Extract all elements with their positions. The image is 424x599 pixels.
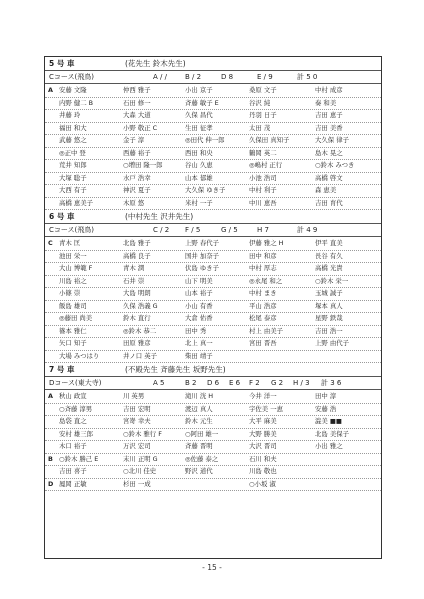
student-name: ○小坂 淑	[249, 479, 276, 488]
student-name: 中村 厚志	[249, 264, 277, 272]
student-name: 飯島 雄司	[59, 301, 87, 310]
student-row	[45, 197, 381, 211]
student-name: 大久保 ゆき子	[185, 186, 226, 194]
seat-group: B / 2	[185, 73, 202, 81]
student-name: 大塚 聡子	[59, 173, 87, 182]
student-row	[45, 465, 381, 479]
seat-group: E / 9	[257, 73, 273, 81]
student-name: 高橋 啓文	[315, 173, 343, 182]
student-name: 安藤 文隆	[59, 86, 87, 94]
course-header	[45, 224, 381, 237]
student-name: 吉田 育代	[315, 198, 343, 207]
student-name: 青木 潤	[123, 264, 145, 272]
student-name: ○斉藤 淳男	[59, 404, 93, 413]
seat-group: D 8	[221, 73, 234, 81]
student-name: 山本 郁雄	[185, 173, 213, 182]
student-name: 吉田 恵子	[315, 111, 343, 119]
seat-group: A 5	[153, 379, 165, 387]
student-row	[45, 415, 381, 429]
student-name: ◎正中 登	[59, 148, 86, 157]
student-name: 宮田 晋吾	[249, 339, 277, 347]
student-name: ○阿田 雄一	[185, 429, 219, 438]
student-name: 山下 明美	[185, 276, 213, 285]
student-name: 斉藤 敏子 E	[185, 98, 219, 107]
student-name: 大久保 律子	[315, 136, 349, 144]
student-name: 野沢 道代	[185, 467, 213, 475]
seat-group: G 2	[271, 379, 284, 387]
student-name: 大場 みつはり	[59, 351, 100, 360]
student-name: 吉田 宏明	[123, 404, 151, 413]
student-name: 斉藤 晋明	[185, 442, 213, 450]
student-name: 今井 洋一	[249, 392, 277, 400]
student-name: 大沢 晋司	[249, 442, 277, 450]
student-name: 谷山 久恵	[185, 161, 213, 169]
student-name: ◎藤田 尚美	[59, 314, 93, 322]
teacher-names: (不殿先生 斉藤先生 坂野先生)	[125, 365, 226, 374]
student-name: 鶴岡 英二	[249, 148, 277, 157]
student-row	[45, 237, 381, 251]
seat-letter: C	[48, 239, 53, 247]
student-name: ○増田 隆一郎	[123, 161, 163, 169]
student-name: 伏島 ゆき子	[185, 264, 219, 272]
seat-group: 計 4 9	[297, 226, 318, 234]
student-name: 万沢 宏司	[123, 442, 151, 450]
student-name: 田原 雅彦	[123, 339, 151, 347]
student-row	[45, 390, 381, 404]
student-name: 秋山 政宣	[59, 392, 87, 400]
student-name: ◎嶋村 正行	[249, 161, 283, 169]
student-name: 島木 晃之	[315, 148, 343, 157]
student-name: 杉田 一成	[123, 479, 151, 488]
seat-group: 計 5 0	[297, 73, 318, 81]
student-name: 松尾 泰彦	[249, 314, 277, 322]
student-name: 星野 鉄哉	[315, 314, 343, 322]
student-row	[45, 172, 381, 186]
seat-group: G / 5	[221, 226, 238, 234]
student-row	[45, 453, 381, 467]
student-row	[45, 250, 381, 264]
student-name: ○北川 佳史	[123, 467, 157, 475]
student-name: 生田 征孝	[185, 123, 213, 132]
student-name: 久保田 真知子	[249, 136, 290, 144]
student-row	[45, 350, 381, 364]
student-row	[45, 325, 381, 339]
student-name: 吉田 美香	[315, 123, 343, 132]
student-row	[45, 478, 381, 492]
student-name: 川 英男	[123, 392, 145, 400]
student-row	[45, 159, 381, 173]
student-name: 中川 恵吾	[249, 198, 277, 207]
student-name: 神沢 夏子	[123, 186, 151, 194]
student-row	[45, 312, 381, 326]
student-row	[45, 262, 381, 276]
student-name: 鈴木 直行	[123, 314, 151, 322]
student-name: 田中 秀	[185, 326, 207, 335]
student-name: 国井 加奈子	[185, 251, 219, 260]
student-name: 小池 浩司	[249, 173, 277, 182]
course-name: Dコース(東大寺)	[49, 379, 102, 387]
student-name: 福田 和大	[59, 123, 87, 132]
roster-table	[44, 56, 382, 559]
student-name: 大森 大道	[123, 111, 151, 119]
seat-group: 計 3 6	[321, 379, 342, 387]
student-name: 吉田 浩一	[315, 326, 343, 335]
student-row	[45, 147, 381, 161]
student-name: 大島 明朗	[123, 289, 151, 297]
student-row	[45, 300, 381, 314]
student-name: 桑原 文子	[249, 86, 277, 94]
student-name: 井ノ口 英子	[123, 351, 157, 360]
student-name: 田中 和彦	[249, 251, 277, 260]
student-name: 高橋 良子	[123, 251, 151, 260]
student-name: 内野 健二 B	[59, 98, 94, 107]
student-name: 川島 裕之	[59, 276, 87, 285]
student-name: 石川 和夫	[249, 454, 277, 463]
student-name: 澁美 ■■	[315, 417, 342, 425]
student-name: 上野 春代子	[185, 239, 219, 247]
student-name: 高橋 恵美子	[59, 198, 93, 207]
student-name: 北上 真一	[185, 339, 213, 347]
seat-group: H 7	[257, 226, 269, 234]
student-name: 石井 崇	[123, 276, 145, 285]
student-name: 井藤 玲	[59, 111, 81, 119]
student-name: 長谷 有久	[315, 251, 343, 260]
student-row	[45, 134, 381, 148]
student-name: 谷沢 純	[249, 98, 271, 107]
seat-group: F 2	[249, 379, 260, 387]
student-name: 山本 裕子	[185, 289, 213, 297]
student-name: 大西 有子	[59, 186, 87, 194]
course-name: Cコース(飛鳥)	[49, 226, 94, 234]
course-name: Cコース(飛鳥)	[49, 73, 94, 81]
student-name: 伊藤 雅之 H	[249, 239, 284, 247]
student-name: 久保 浩義 G	[123, 301, 158, 310]
teacher-names: (花先生 鈴木先生)	[125, 59, 186, 68]
student-name: ◎鈴木 恭二	[123, 326, 157, 335]
seat-letter: A	[48, 86, 53, 94]
student-name: 水戸 浩幸	[123, 173, 151, 182]
student-name: 西藤 裕子	[123, 148, 151, 157]
student-name: 西田 和央	[185, 148, 213, 157]
student-name: 田中 淳	[315, 392, 337, 400]
student-name: 中村 利子	[249, 186, 277, 194]
student-name: 池田 栄一	[59, 251, 87, 260]
course-header	[45, 377, 381, 390]
student-name: 川島 敬也	[249, 467, 277, 475]
car-title: 6 号 車	[49, 212, 75, 221]
student-name: 米村 一子	[185, 198, 213, 207]
student-name: 石田 修一	[123, 98, 151, 107]
student-row	[45, 428, 381, 442]
car-header	[45, 363, 381, 377]
seat-group: E 6	[229, 379, 241, 387]
seat-group: F / 5	[185, 226, 201, 234]
student-name: 小篠 崇	[59, 289, 81, 297]
student-row	[45, 275, 381, 289]
student-name: 北島 美保子	[315, 429, 349, 438]
seat-group: H / 3	[293, 379, 310, 387]
student-row	[45, 109, 381, 123]
course-header	[45, 71, 381, 84]
seat-letter: D	[48, 479, 54, 488]
student-name: 大野 勝美	[249, 429, 277, 438]
student-name: 安村 雄三郎	[59, 429, 93, 438]
student-name: 大山 博範 F	[59, 264, 93, 272]
student-name: 小山 有香	[185, 301, 213, 310]
student-name: 木原 悠	[123, 198, 145, 207]
student-name: 伊平 直美	[315, 239, 343, 247]
student-row	[45, 287, 381, 301]
student-name: 中村 まき	[249, 289, 277, 297]
student-row	[45, 440, 381, 454]
seat-group: B 2	[185, 379, 197, 387]
student-name: 大平 麻美	[249, 417, 277, 425]
student-name: 吉田 喜子	[59, 467, 87, 475]
car-title: 7 号 車	[49, 365, 75, 374]
car-title: 5 号 車	[49, 59, 75, 68]
student-name: 村上 由美子	[249, 326, 283, 335]
student-name: ◎田代 伸一郎	[185, 136, 225, 144]
student-name: ◎佐藤 泰之	[185, 454, 219, 463]
seat-group: D 6	[207, 379, 220, 387]
student-name: 玉城 誠子	[315, 289, 343, 297]
student-name: 森 恵美	[315, 186, 337, 194]
student-name: 鳳岡 正敏	[59, 479, 87, 488]
student-name: 荒井 知郎	[59, 161, 87, 169]
student-row	[45, 122, 381, 136]
student-name: 小出 京子	[185, 86, 213, 94]
student-name: 太田 茂	[249, 123, 271, 132]
seat-group: C / 2	[153, 226, 170, 234]
student-name: 木口 裕子	[59, 442, 87, 450]
student-name: 上野 由代子	[315, 339, 349, 347]
student-name: 安藤 浩	[315, 404, 337, 413]
student-name: 丹羽 日子	[249, 111, 277, 119]
car-header	[45, 57, 381, 71]
student-name: 島袋 直之	[59, 417, 87, 425]
student-name: 鈴木 元生	[185, 417, 213, 425]
student-name: ○鈴木 勝己 E	[59, 454, 99, 463]
student-name: ◎永尾 和之	[249, 276, 283, 285]
student-name: 仲西 雅子	[123, 86, 151, 94]
student-name: 高橋 光貴	[315, 264, 343, 272]
student-name: 篠本 雅仁	[59, 326, 87, 335]
student-name: 小野 敬正 C	[123, 123, 158, 132]
seat-letter: B	[48, 454, 53, 463]
student-name: 宇佐美 一恵	[249, 404, 283, 413]
student-name: 末川 正明 G	[123, 454, 158, 463]
student-row	[45, 403, 381, 417]
student-name: ○鈴木 みつき	[315, 161, 355, 169]
student-name: 平山 浩彦	[249, 301, 277, 310]
student-name: 小出 雅之	[315, 442, 343, 450]
student-name: 矢口 知子	[59, 339, 87, 347]
student-name: 中村 成彦	[315, 86, 343, 94]
student-row	[45, 97, 381, 111]
student-row	[45, 84, 381, 98]
page-number: - 15 -	[202, 563, 222, 572]
student-row	[45, 184, 381, 198]
student-name: 久保 昌代	[185, 111, 213, 119]
student-name: ○鈴木 栄一	[315, 276, 349, 285]
student-name: 大倉 佑香	[185, 314, 213, 322]
teacher-names: (中村先生 沢井先生)	[125, 212, 194, 221]
student-name: 宮嵜 幸夫	[123, 417, 151, 425]
student-name: 金子 淳	[123, 136, 145, 144]
student-name: 滝川 洸 H	[185, 392, 214, 400]
student-name: ○鈴木 雅行 F	[123, 429, 162, 438]
car-header	[45, 210, 381, 224]
student-name: 柴田 靖子	[185, 351, 213, 360]
student-name: 青木 匡	[59, 239, 81, 247]
student-name: 塚本 真人	[315, 301, 343, 310]
student-name: 北島 雅子	[123, 239, 151, 247]
seat-group: A / /	[153, 73, 167, 81]
student-row	[45, 337, 381, 351]
student-name: 渡辺 真人	[185, 404, 213, 413]
seat-letter: A	[48, 392, 53, 400]
student-name: 奏 和美	[315, 98, 337, 107]
student-name: 武藤 悠之	[59, 136, 87, 144]
